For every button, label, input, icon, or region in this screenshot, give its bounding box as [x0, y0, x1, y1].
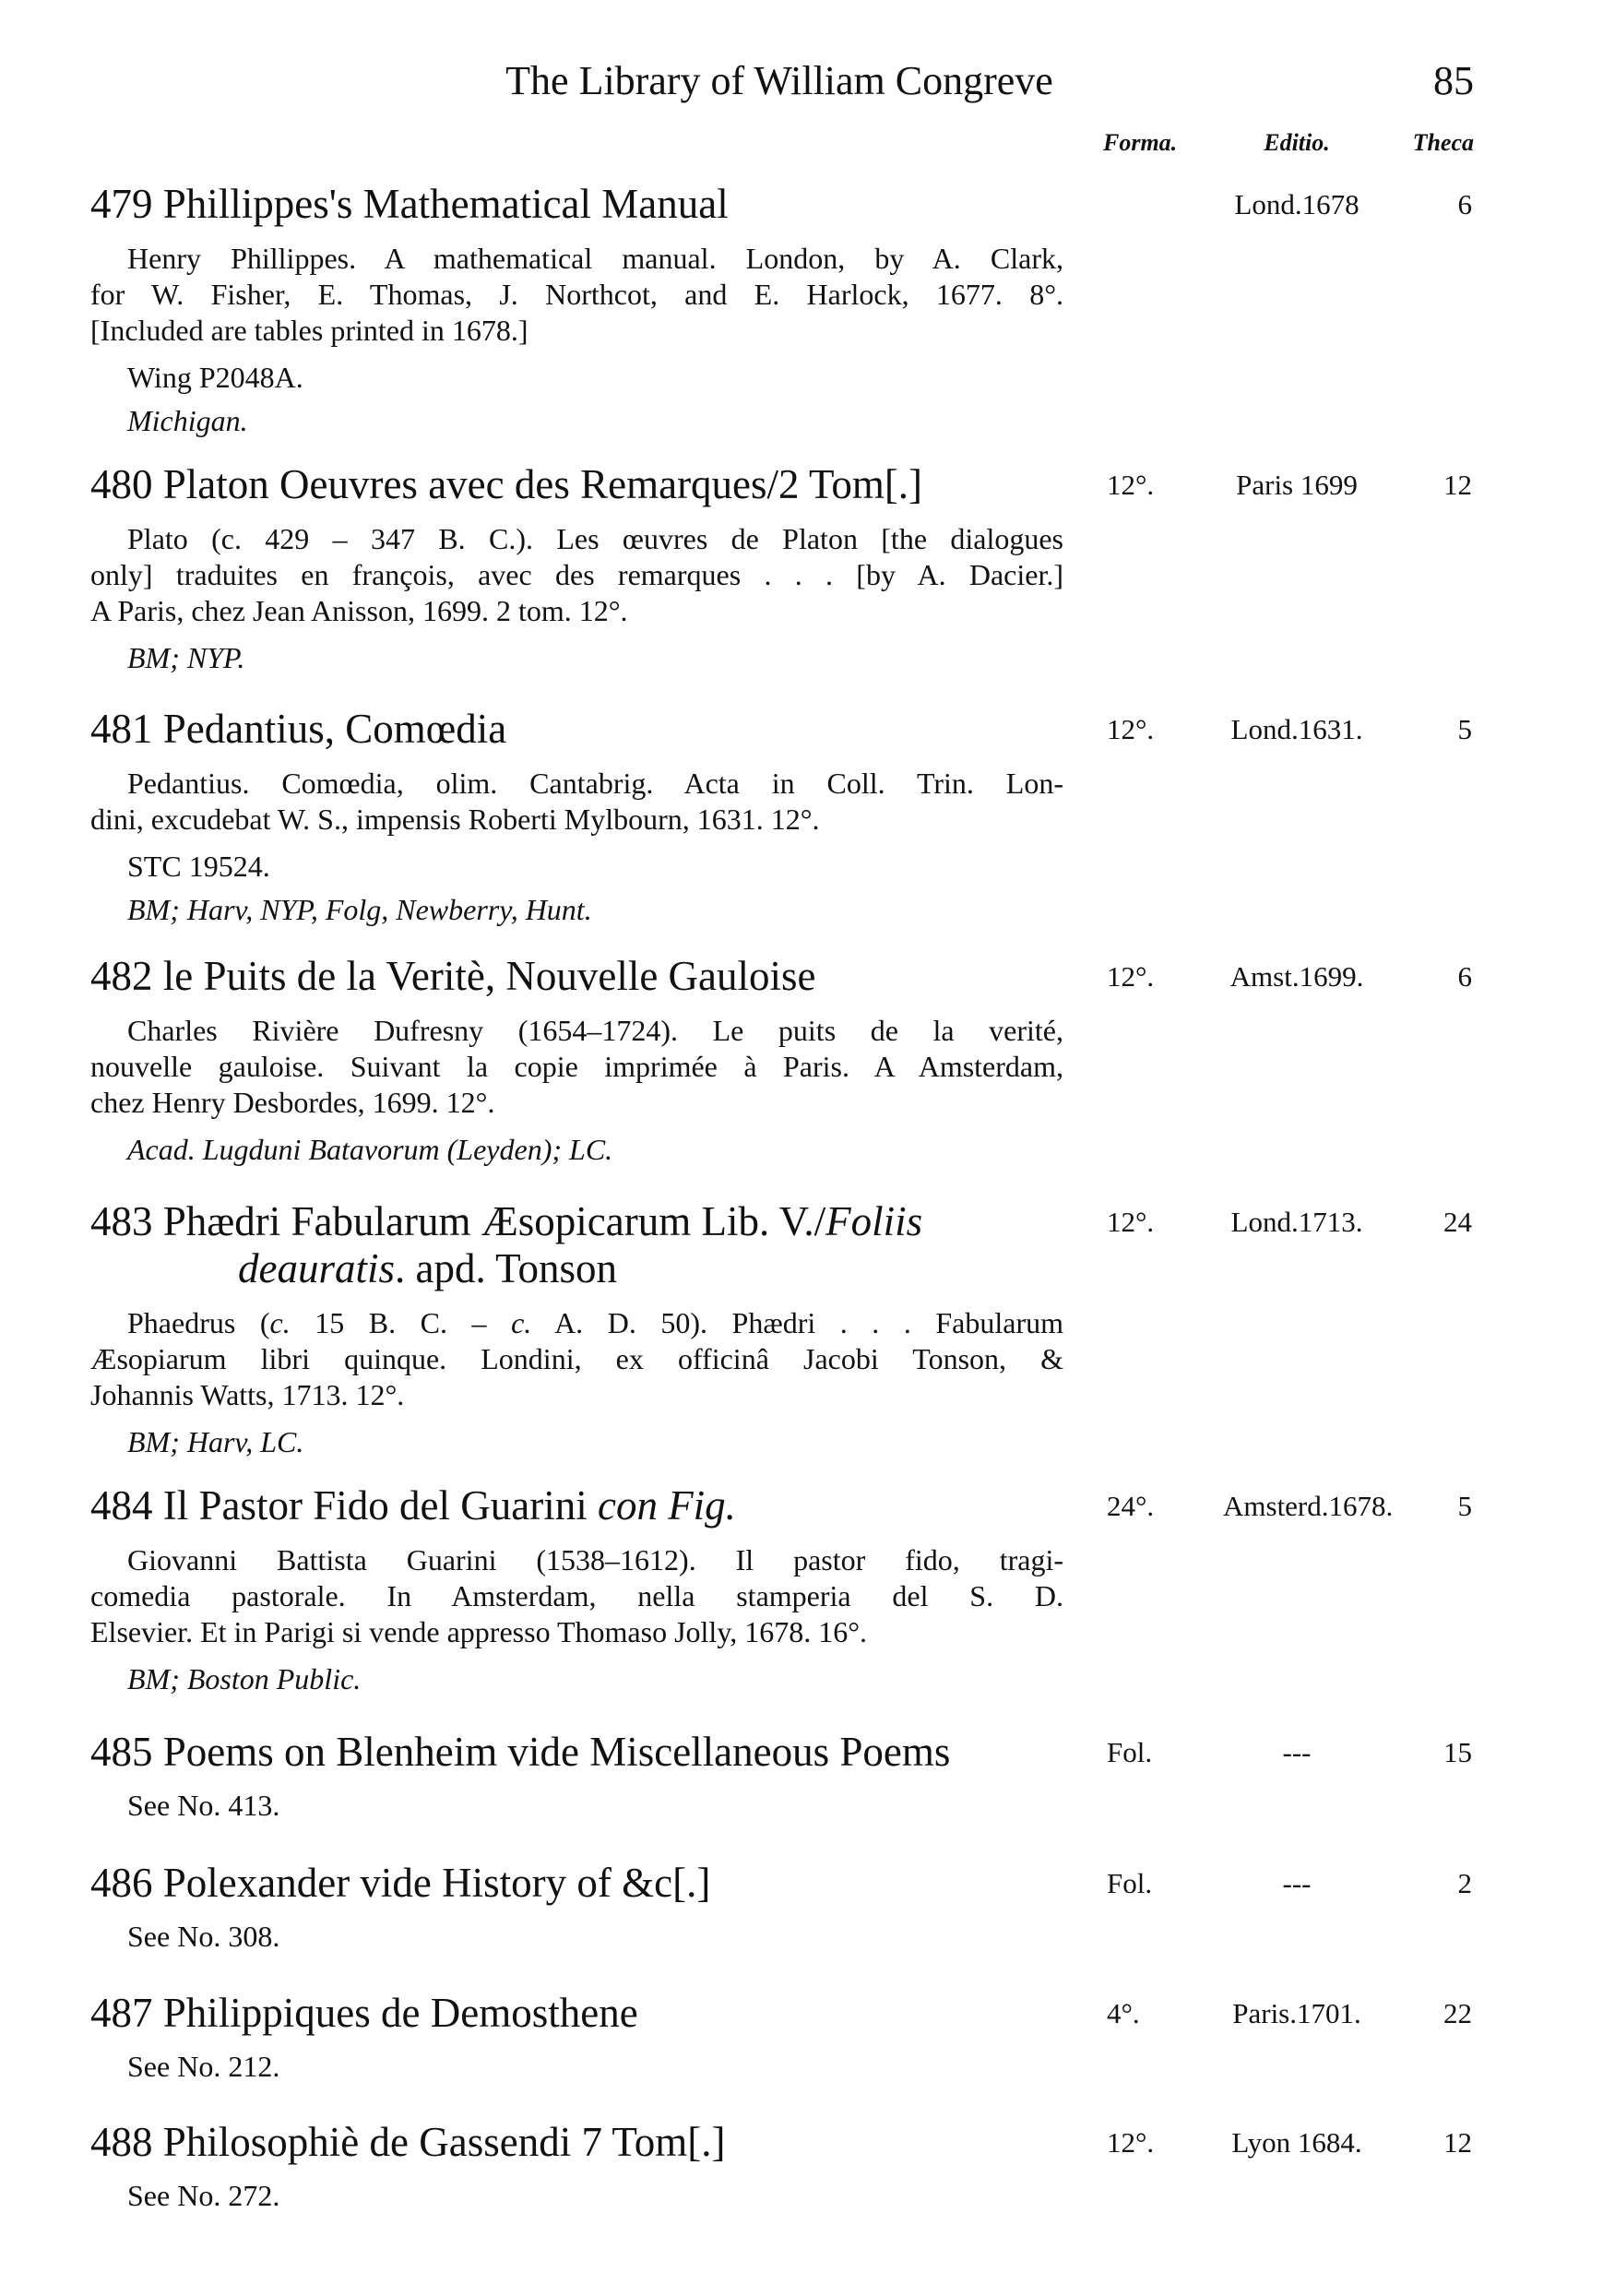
catalogue-entry [90, 1198, 1483, 1464]
entry-number: 481 [90, 706, 163, 752]
text: chez Henry Desbordes, 1699. 12°. [90, 1086, 495, 1119]
text: Charles Rivière Dufresny (1654–1724). Le puits de la verité, [127, 1014, 1063, 1047]
entry-notes [90, 845, 1483, 932]
entry-description [90, 1305, 1063, 1413]
description-line [90, 1377, 1063, 1413]
entry-title [90, 2119, 1068, 2166]
editio-value: --- [1282, 1736, 1312, 1768]
entry-title [90, 706, 1068, 753]
entry-title [90, 1990, 1068, 2037]
text: [Included are tables printed in 1678.] [90, 314, 528, 347]
entry-notes [90, 1128, 1483, 1172]
entry-number: 482 [90, 953, 163, 999]
text: Phædri Fabularum Æsopicarum Lib. V./ [162, 1198, 826, 1244]
holding-libraries: BM; NYP. [127, 641, 245, 674]
catalogue-entry [90, 1990, 1483, 2085]
description-line [90, 1614, 1063, 1650]
entry-notes [90, 636, 1483, 680]
entry-number: 485 [90, 1729, 163, 1775]
forma-value: 24°. [1107, 1490, 1155, 1522]
holding-libraries: BM; Harv, NYP, Folg, Newberry, Hunt. [127, 893, 592, 926]
text: Pedantius. Comœdia, olim. Cantabrig. Acta in Coll. Trin. Lon- [127, 767, 1063, 800]
theca-value: 5 [1457, 1490, 1472, 1522]
text: le Puits de la Veritè, Nouvelle Gauloise [162, 953, 816, 999]
forma-value: 4°. [1107, 1997, 1140, 2029]
italic-text: deauratis [238, 1245, 396, 1291]
text: . apd. Tonson [395, 1245, 618, 1291]
description-line [90, 802, 1063, 838]
entry-description [90, 521, 1063, 629]
editio-value: Amsterd.1678. [1223, 1490, 1394, 1522]
text: Elsevier. Et in Parigi si vende appresso Thomaso Jolly, 1678. 16°. [90, 1615, 868, 1648]
catalogue-entry [90, 461, 1483, 680]
text: Platon Oeuvres avec des Remarques/2 Tom[.] [162, 461, 923, 507]
column-head-editio: Editio. [1264, 129, 1330, 156]
text: Pedantius, Comœdia [162, 706, 507, 752]
description-line [90, 1305, 1063, 1341]
catalogue-entry [90, 1482, 1483, 1701]
description-line [90, 557, 1063, 593]
cross-reference: See No. 308. [127, 1920, 280, 1953]
column-head-forma: Forma. [1103, 129, 1178, 156]
text: Giovanni Battista Guarini (1538–1612). Il pastor fido, tragi- [127, 1543, 1063, 1576]
text: nouvelle gauloise. Suivant la copie imprimée à Paris. A Amsterdam, [90, 1050, 1063, 1083]
editio-value: Paris.1701. [1232, 1997, 1361, 2029]
editio-value: Lyon 1684. [1231, 2126, 1362, 2159]
entry-notes [90, 1658, 1483, 1701]
italic-text: c. [511, 1306, 532, 1339]
entry-description [90, 1542, 1063, 1650]
text: 15 B. C. – [290, 1306, 512, 1339]
italic-text: Foliis [825, 1198, 923, 1244]
running-head: The Library of William Congreve [505, 58, 1053, 103]
entry-title [90, 181, 1068, 228]
forma-value: 12°. [1107, 960, 1155, 993]
editio-value: Lond.1631. [1230, 713, 1363, 745]
holding-libraries: BM; Boston Public. [127, 1662, 362, 1695]
text: Phaedrus ( [127, 1306, 270, 1339]
forma-value: 12°. [1107, 469, 1155, 501]
theca-value: 12 [1443, 2126, 1472, 2159]
description-line [90, 766, 1063, 802]
catalogue-entry [90, 1860, 1483, 1955]
catalogue-entry [90, 181, 1483, 443]
theca-value: 6 [1457, 188, 1472, 220]
forma-value: Fol. [1107, 1736, 1153, 1768]
italic-text: c. [269, 1306, 291, 1339]
description-line [90, 521, 1063, 557]
text: Polexander vide History of &c[.] [162, 1860, 711, 1906]
page-number: 85 [1433, 58, 1474, 103]
description-line [90, 1542, 1063, 1578]
description-line [90, 313, 1063, 349]
text: A. D. 50). Phædri . . . Fabularum [531, 1306, 1064, 1339]
theca-value: 6 [1457, 960, 1472, 993]
holding-libraries: Acad. Lugduni Batavorum (Leyden); LC. [127, 1133, 613, 1166]
forma-value: Fol. [1107, 1867, 1153, 1899]
entry-notes [90, 1421, 1483, 1464]
forma-value: 12°. [1107, 713, 1155, 745]
description-line [90, 1049, 1063, 1085]
text: Philippiques de Demosthene [162, 1990, 638, 2036]
cross-reference: See No. 212. [127, 2050, 280, 2083]
forma-value: 12°. [1107, 1206, 1155, 1238]
entry-number: 483 [90, 1198, 163, 1244]
text: Philosophiè de Gassendi 7 Tom[.] [162, 2119, 726, 2165]
entry-title [90, 953, 1068, 1000]
text: comedia pastorale. In Amsterdam, nella stamperia del S. D. [90, 1579, 1063, 1612]
holding-libraries: BM; Harv, LC. [127, 1425, 304, 1458]
description-line [90, 1085, 1063, 1121]
entry-number: 484 [90, 1482, 163, 1529]
description-line [90, 593, 1063, 629]
text: Plato (c. 429 – 347 B. C.). Les œuvres de Platon [the dialogues [127, 522, 1063, 555]
editio-value: Paris 1699 [1236, 469, 1358, 501]
text: Æsopiarum libri quinque. Londini, ex officinâ Jacobi Tonson, & [90, 1342, 1063, 1375]
editio-value: --- [1282, 1867, 1312, 1899]
entry-title [90, 461, 1068, 508]
catalogue-entry [90, 706, 1483, 932]
entry-title [90, 1482, 1068, 1529]
entry-number: 488 [90, 2119, 163, 2165]
editio-value: Lond.1678 [1234, 188, 1360, 220]
entry-number: 487 [90, 1990, 163, 2036]
text: Johannis Watts, 1713. 12°. [90, 1378, 405, 1411]
editio-value: Amst.1699. [1229, 960, 1364, 993]
description-line [90, 1013, 1063, 1049]
theca-value: 15 [1443, 1736, 1472, 1768]
theca-value: 12 [1443, 469, 1472, 501]
cross-reference: See No. 272. [127, 2179, 280, 2212]
holding-libraries: Michigan. [127, 404, 248, 437]
text: Phillippes's Mathematical Manual [162, 181, 729, 227]
entry-number: 479 [90, 181, 163, 227]
text: Poems on Blenheim vide Miscellaneous Poems [162, 1729, 951, 1775]
description-line [90, 1341, 1063, 1377]
catalogue-entry [90, 1729, 1483, 1824]
description-line [90, 277, 1063, 313]
forma-value: 12°. [1107, 2126, 1155, 2159]
text: Il Pastor Fido del Guarini [162, 1482, 598, 1529]
text: A Paris, chez Jean Anisson, 1699. 2 tom. 12°. [90, 594, 628, 627]
entry-title [90, 1729, 1068, 1776]
editio-value: Lond.1713. [1230, 1206, 1363, 1238]
catalogue-entry [90, 2119, 1483, 2214]
text: Henry Phillippes. A mathematical manual. London, by A. Clark, [127, 242, 1063, 275]
entry-title [90, 1860, 1068, 1907]
text: only] traduites en françois, avec des remarques . . . [by A. Dacier.] [90, 558, 1063, 591]
reference-number: STC 19524. [127, 850, 270, 883]
entry-notes [90, 356, 1483, 443]
entry-description [90, 241, 1063, 349]
theca-value: 5 [1457, 713, 1472, 745]
cross-reference: See No. 413. [127, 1789, 280, 1822]
description-line [90, 1578, 1063, 1614]
entry-title [90, 1198, 1068, 1292]
text: for W. Fisher, E. Thomas, J. Northcot, and E. Harlock, 1677. 8°. [90, 278, 1063, 311]
theca-value: 22 [1443, 1997, 1472, 2029]
entry-number: 486 [90, 1860, 163, 1906]
entry-description [90, 766, 1063, 838]
column-head-theca: Theca [1412, 129, 1474, 156]
theca-value: 2 [1457, 1867, 1472, 1899]
italic-text: con Fig. [597, 1482, 736, 1529]
entry-number: 480 [90, 461, 163, 507]
theca-value: 24 [1443, 1206, 1472, 1238]
catalogue-entry [90, 953, 1483, 1172]
entry-description [90, 1013, 1063, 1121]
entry-title-continued [90, 1245, 1068, 1292]
text: dini, excudebat W. S., impensis Roberti Mylbourn, 1631. 12°. [90, 803, 820, 836]
reference-number: Wing P2048A. [127, 361, 303, 394]
description-line [90, 241, 1063, 277]
